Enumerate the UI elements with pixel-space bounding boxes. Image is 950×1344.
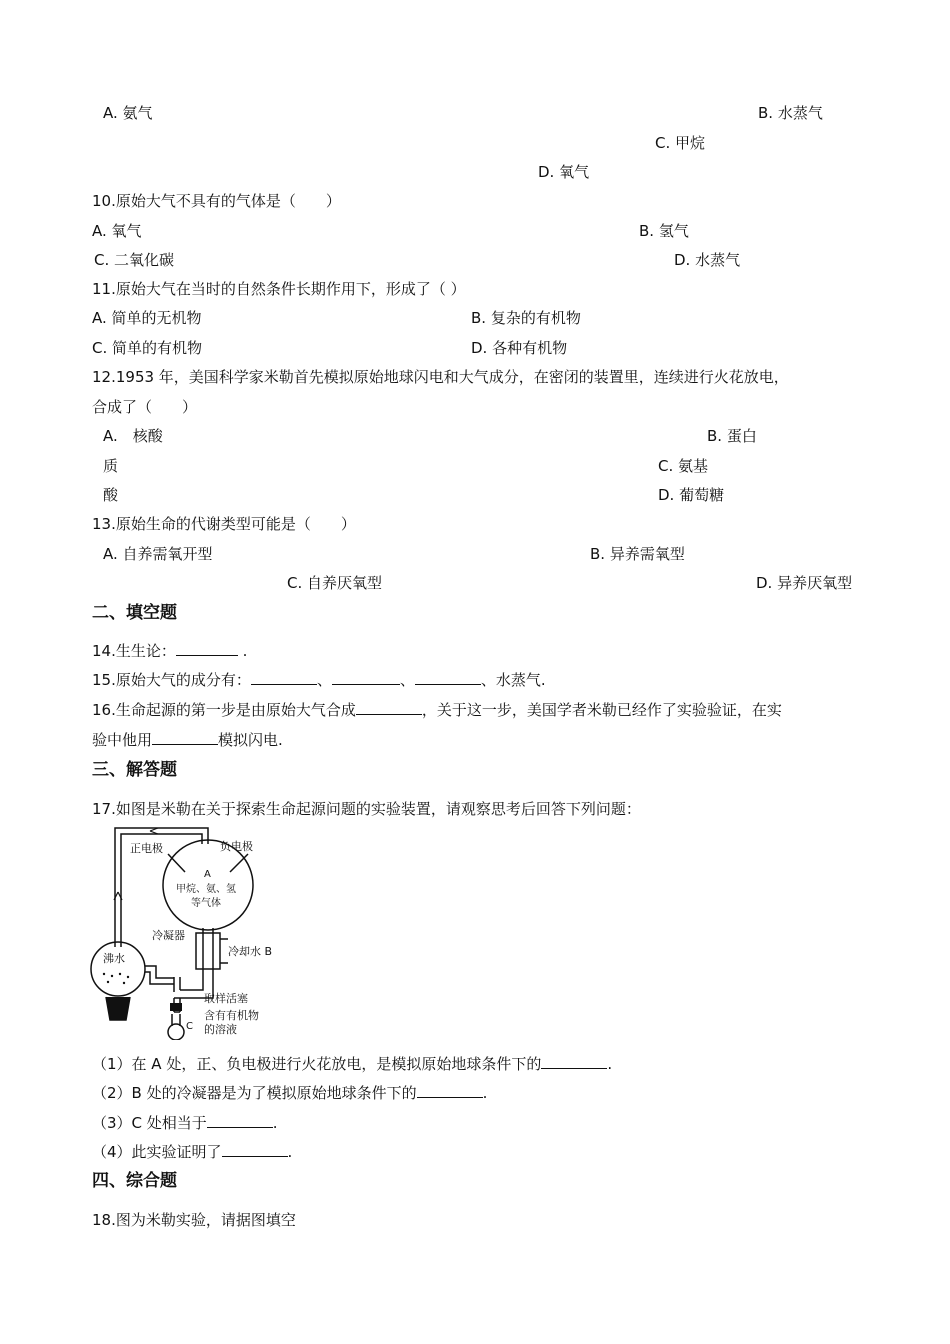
q12-stem-line2: 合成了（ ） (92, 398, 198, 416)
q11-option-c: C. 简单的有机物 (92, 339, 203, 357)
q9-option-b: B. 水蒸气 (758, 104, 823, 122)
flask-a-label: A (204, 869, 211, 880)
q15-prefix: 15.原始大气的成分有： (92, 671, 251, 689)
q9-option-d: D. 氧气 (538, 163, 590, 181)
q17-sub-text: （4）此实验证明了 (92, 1143, 222, 1161)
flask-c-label: 含有有机物 (204, 1009, 259, 1022)
answer-blank[interactable] (152, 730, 218, 745)
answer-blank[interactable] (332, 670, 400, 685)
q12-option-wrap: 质 (103, 457, 119, 475)
q13-stem: 13.原始生命的代谢类型可能是（ ） (92, 515, 356, 533)
period: . (482, 1084, 488, 1102)
negative-electrode-label: 负电极 (220, 840, 253, 853)
section-heading: 四、综合题 (92, 1171, 177, 1191)
q10-option-d: D. 水蒸气 (674, 251, 741, 269)
answer-blank[interactable] (541, 1054, 607, 1069)
q12-option-wrap: 酸 (103, 486, 119, 504)
q12-stem-line1: 12.1953 年，美国科学家米勒首先模拟原始地球闪电和大气成分，在密闭的装置里，连续进行火花放电， (92, 368, 789, 386)
answer-blank[interactable] (207, 1113, 273, 1128)
section-heading: 三、解答题 (92, 760, 177, 780)
answer-blank[interactable] (417, 1083, 483, 1098)
q13-option-b: B. 异养需氧型 (590, 545, 685, 563)
flask-c-letter: C (186, 1021, 193, 1032)
q18-stem: 18.图为米勒实验，请据图填空 (92, 1211, 296, 1229)
flask-c-label: 的溶液 (204, 1023, 237, 1036)
boiling-water-label: 沸水 (103, 952, 125, 965)
q9-option-c: C. 甲烷 (655, 134, 706, 152)
period: . (607, 1055, 613, 1073)
period: . (272, 1114, 278, 1132)
q11-option-d: D. 各种有机物 (471, 339, 568, 357)
q14-prefix: 14.生生论： (92, 642, 176, 660)
q15-separator: 、 (399, 671, 415, 689)
q17-sub-text: （3）C 处相当于 (92, 1114, 207, 1132)
q17-sub4 (92, 1142, 292, 1162)
q10-option-a: A. 氧气 (92, 222, 142, 240)
q15-separator: 、 (316, 671, 332, 689)
flask-a-gases: 甲烷、氨、氢 (176, 884, 236, 895)
miller-apparatus-diagram (90, 822, 280, 1040)
answer-blank[interactable] (415, 670, 481, 685)
answer-blank[interactable] (251, 670, 317, 685)
positive-electrode-label: 正电极 (130, 842, 163, 855)
q16-prefix: 验中他用 (92, 731, 153, 749)
q13-option-a: A. 自养需氧开型 (103, 545, 213, 563)
q16-text: ，关于这一步，美国学者米勒已经作了实验验证，在实 (421, 701, 782, 719)
q13-option-d: D. 异养厌氧型 (756, 574, 853, 592)
q12-option-d: D. 葡萄糖 (658, 486, 725, 504)
q10-option-c: C. 二氧化碳 (94, 251, 175, 269)
q11-stem: 11.原始大气在当时的自然条件长期作用下，形成了（ ） (92, 280, 466, 298)
answer-blank[interactable] (222, 1142, 288, 1157)
q16-suffix: 模拟闪电. (218, 731, 283, 749)
answer-blank[interactable] (356, 700, 422, 715)
q11-option-b: B. 复杂的有机物 (471, 309, 581, 327)
q15-line (92, 670, 546, 690)
q13-option-c: C. 自养厌氧型 (287, 574, 383, 592)
q12-option-b: B. 蛋白 (707, 427, 757, 445)
q12-option-a: A. 核酸 (103, 427, 163, 445)
q12-option-c: C. 氨基 (658, 457, 709, 475)
stopcock-label: 取样活塞 (204, 992, 248, 1005)
q17-sub2 (92, 1083, 487, 1103)
q17-stem: 17.如图是米勒在关于探索生命起源问题的实验装置，请观察思考后回答下列问题： (92, 800, 641, 818)
q10-option-b: B. 氢气 (639, 222, 689, 240)
q16-line1 (92, 700, 782, 720)
q14-suffix: . (237, 642, 248, 660)
flask-a-gases: 等气体 (191, 898, 221, 909)
condenser-label: 冷凝器 (152, 929, 185, 942)
q10-stem: 10.原始大气不具有的气体是（ ） (92, 192, 341, 210)
answer-blank[interactable] (176, 641, 238, 656)
q17-sub-text: （2）B 处的冷凝器是为了模拟原始地球条件下的 (92, 1084, 417, 1102)
period: . (287, 1143, 293, 1161)
q16-prefix: 16.生命起源的第一步是由原始大气合成 (92, 701, 356, 719)
q17-sub-text: （1）在 A 处，正、负电极进行火花放电，是模拟原始地球条件下的 (92, 1055, 542, 1073)
q14-line (92, 641, 247, 661)
q9-option-a: A. 氨气 (103, 104, 153, 122)
q17-sub3 (92, 1113, 278, 1133)
q11-option-a: A. 简单的无机物 (92, 309, 202, 327)
q16-line2 (92, 730, 283, 750)
section-heading: 二、填空题 (92, 603, 177, 623)
q15-suffix: 、水蒸气. (480, 671, 546, 689)
q17-sub1 (92, 1054, 612, 1074)
cooling-water-label: 冷却水 B (228, 945, 273, 958)
